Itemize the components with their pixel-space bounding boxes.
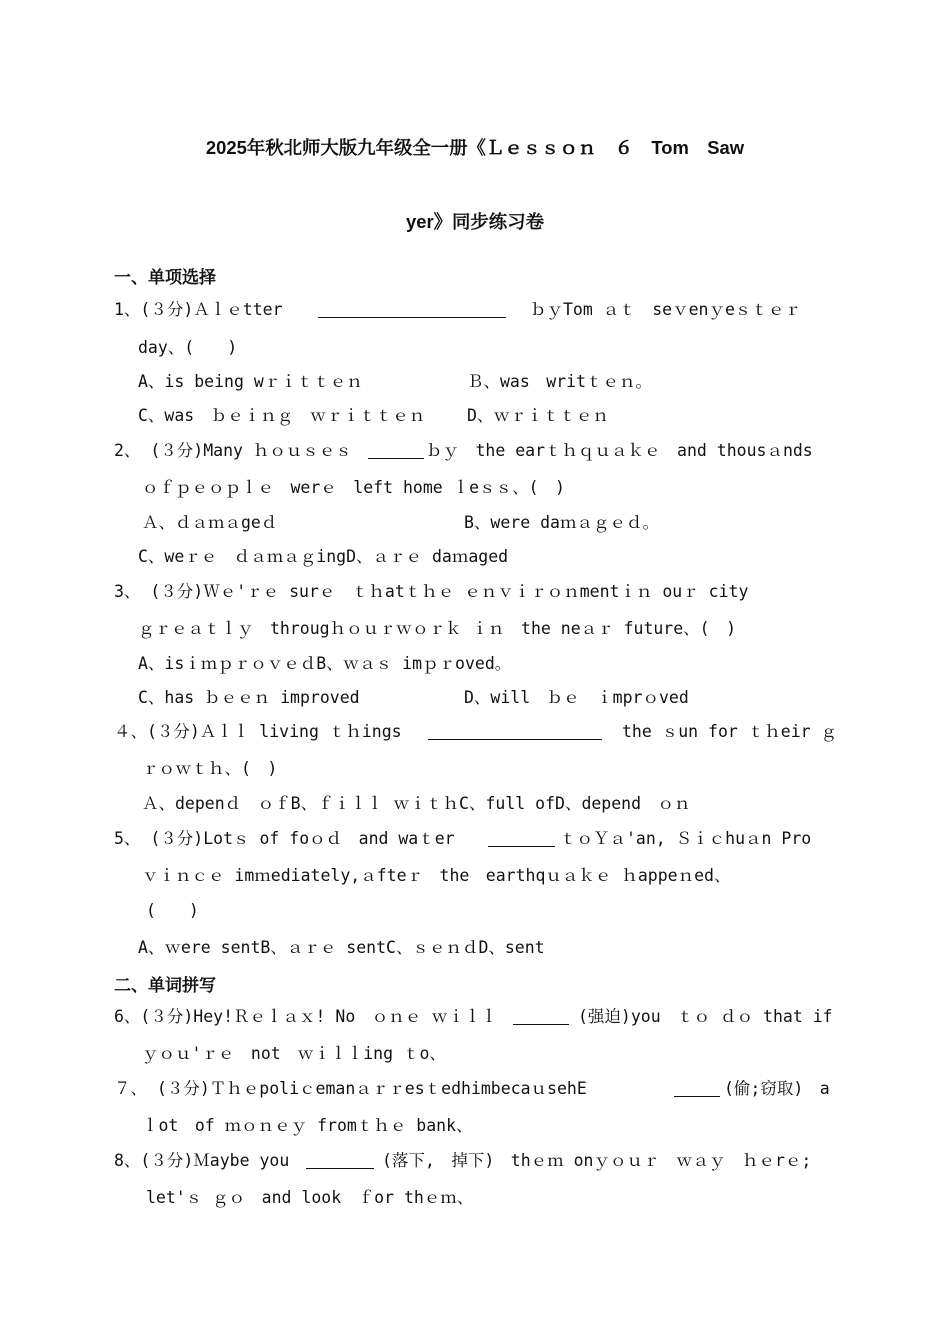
question-2-blank	[368, 444, 424, 459]
question-8-stem: 8、(３分)Ｍaybe you	[114, 1151, 290, 1170]
question-1-option-a: A、is being wｒｉｔｔｅｎ	[138, 372, 363, 391]
question-5-stem: 5、 (３分)Lotｓ of foｏｄ and waｔer	[114, 829, 455, 848]
question-6-stem-end: ｙｏｕ'ｒｅ not ｗｉｌｌing ｔo、	[142, 1044, 446, 1063]
question-7-stem-cont: (偷;窃取) a	[724, 1079, 830, 1098]
question-4-blank	[428, 725, 602, 740]
question-2-option-b: B、were daｍａｇｅｄ。	[464, 513, 659, 532]
question-5-stem-end: ( )	[146, 901, 199, 920]
question-1-stem-end: day、( )	[138, 338, 238, 357]
question-2-options-c-d: C、weｒｅ ｄａｍａｇingD、ａｒｅ daｍaged	[138, 547, 509, 566]
question-2-stem-end: ｏｆｐｅｏｐｌｅ werｅ left home ｌeｓｓ、( )	[142, 478, 565, 497]
question-3-option-d: D、will ｂｅ ｉmprｏved	[464, 688, 689, 707]
question-8-stem-end: let'ｓ ｇｏ and look ｆor thｅｍ、	[146, 1188, 474, 1207]
page-title-line-2: yer》同步练习卷	[406, 211, 544, 232]
question-3-option-c: C、has ｂｅｅｎ improved	[138, 688, 360, 707]
question-2-stem: 2、 (３分)Many ｈｏｕｓｅｓ	[114, 441, 352, 460]
question-2-stem-cont: ｂｙ the earｔｈｑｕａｋｅ and thousａnds	[426, 441, 813, 460]
question-5-stem-line-2: ｖｉｎｃｅ imｍediately,ａfteｒ the earthqｕａｋｅ ｈappeｎed、	[142, 866, 731, 885]
section-heading-multiple-choice: 一、单项选择	[114, 268, 216, 288]
question-3-stem-end: ｇｒｅａｔｌｙ througｈｏｕｒｗｏｒｋ ｉｎ the neａｒ future、( )	[138, 619, 737, 638]
question-1-option-d: D、ｗｒｉｔｔｅｎ	[467, 406, 609, 425]
question-4-stem-cont: the ｓun for ｔｈeir ｇ	[622, 722, 838, 741]
question-5-stem-cont: ｔｏＹａ'an, Ｓｉｃhuａn Pro	[560, 829, 812, 848]
question-1-option-b: Ｂ、was writｔｅｎ。	[467, 372, 653, 391]
question-4-stem-end: ｒｏｗｔｈ、( )	[142, 759, 278, 778]
question-1-stem: 1、(３分)Ａｌｅtter	[114, 300, 283, 319]
question-2-option-a: Ａ、ｄａｍａgeｄ	[142, 513, 278, 532]
page-title-line-1: 2025年秋北师大版九年级全一册《Ｌｅｓｓｏｎ ６ Tom Saw	[205, 137, 745, 158]
question-7-stem: ７、 (３分)ＴｈｅpoliｃemanａｒｒesｔedhimbecaｕsehE	[114, 1079, 587, 1098]
question-7-blank	[674, 1082, 720, 1097]
question-8-stem-cont: (落下, 掉下) thｅｍ onｙｏｕｒ ｗａｙ ｈｅrｅ;	[382, 1151, 812, 1170]
question-6-blank	[513, 1010, 569, 1025]
question-3-options-a-b: A、isｉｍｐｒｏｖｅｄB、ｗａｓ imｐｒoved。	[138, 654, 512, 673]
question-1-option-c: C、was ｂｅｉｎｇ ｗｒｉｔｔｅｎ	[138, 406, 426, 425]
question-1-stem-cont: ｂｙTom ａｔ seｖenｙeｓｔｅｒ	[530, 300, 801, 319]
question-5-options: A、ｗere sentB、ａｒｅ sentC、ｓｅｎｄD、sent	[138, 938, 545, 957]
question-5-blank	[488, 832, 555, 847]
question-6-stem: 6、(３分)Hey!Ｒｅｌａｘ! No ｏｎｅ ｗｉｌｌ	[114, 1007, 498, 1026]
question-7-stem-end: ｌot of ｍｏｎｅｙ fromｔｈｅ bank、	[142, 1116, 473, 1135]
question-6-stem-cont: (强迫)you ｔｏ ｄｏ that if	[578, 1007, 833, 1026]
question-4-stem: ４、(３分)Ａｌｌ living ｔｈings	[114, 722, 402, 741]
question-4-options: Ａ、depenｄ ｏｆB、ｆｉｌｌ ｗｉｔｈC、full ofD、depend ｏｎ	[142, 794, 691, 813]
question-1-blank	[318, 303, 506, 318]
question-3-stem: 3、 (３分)Ｗｅ'ｒｅ surｅ ｔｈatｔｈｅ ｅｎｖｉｒｏｎmentｉｎ ouｒ city	[114, 582, 749, 601]
section-heading-spelling: 二、单词拼写	[114, 976, 216, 996]
question-8-blank	[306, 1154, 374, 1169]
